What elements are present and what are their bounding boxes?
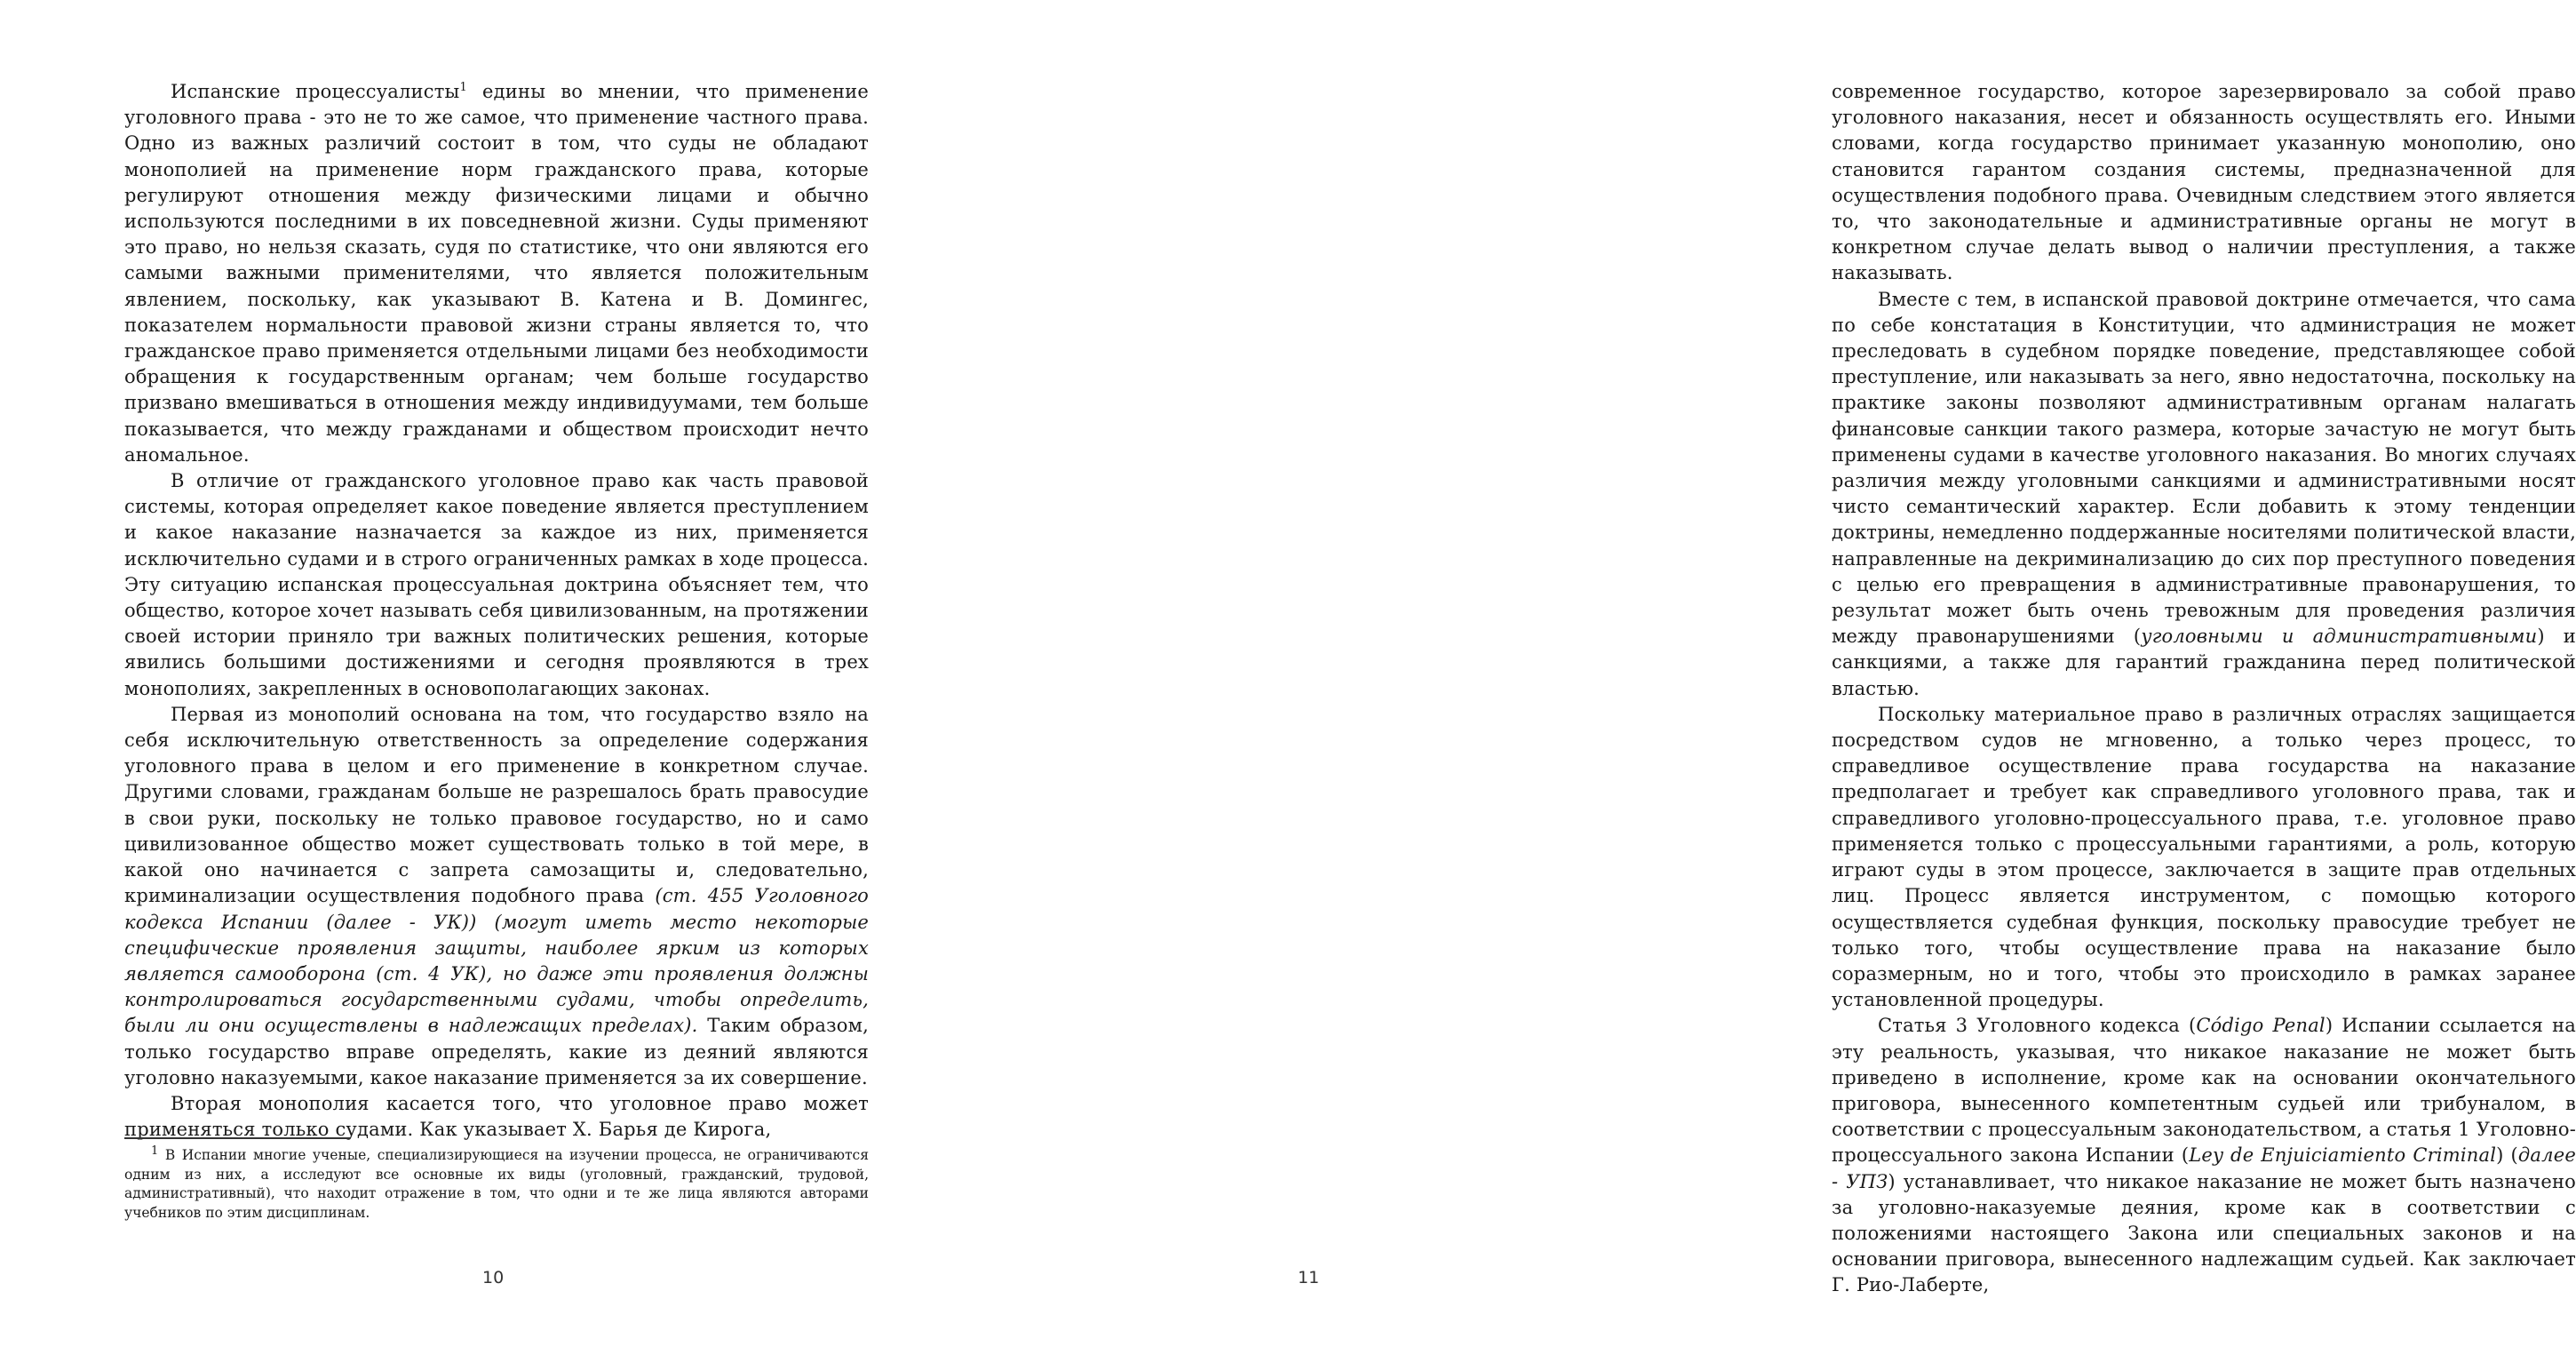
left-text-column (124, 79, 869, 1143)
paragraph-4: Вторая монополия касается того, что уголовное право может применяться только судами. Как указывает Х. Барья де Кирога, (124, 1092, 869, 1141)
footnote: $^1$ В Испании многие ученые, специализирующиеся на изучении процесса, не ограничиваются одним из них, а исследуют все основные их виды (уголовный, гражданский, трудовой, административный), что находит отражение в том, что одни и те же лица являются авторами учебников по этим дисциплинам. (124, 1144, 869, 1221)
paragraph-5: Вместе с тем, в испанской правовой доктрине отмечается, что сама по себе констатация в Конституции, что администрация не может преследовать в судебном порядке поведение, представляющее собой преступление, или наказывать за него, явно недостаточна, поскольку на практике законы позволяют административным органам налагать финансовые санкции такого размера, которые зачастую не могут быть применены судами в качестве уголовного наказания. Во многих случаях различия между уголовными санкциями и административными носят чисто семантический характер. Если добавить к этому тенденции доктрины, немедленно поддержанные носителями политической власти, направленные на декриминализацию до сих пор преступного поведения с целью его превращения в административные правонарушения, то результат может быть очень тревожным для проведения различия между правонарушениями (уголовными и административными) и санкциями, а также для гарантий гражданина перед политической властью. (1832, 288, 2576, 699)
page-number-left: 10 (482, 1268, 505, 1287)
page-number-right: 11 (1298, 1268, 1320, 1287)
paragraph-1: Испанские процессуалисты$^1$ едины во мнении, что применение уголовного права - это не то же самое, что применение частного права. Одно из важных различий состоит в том, что суды не обладают монополией на применение норм гражданского права, которые регулируют отношения между физическими лицами и обычно используются последними в их повседневной жизни. Суды применяют это право, но нельзя сказать, судя по статистике, что они являются его самыми важными применителями, что является положительным явлением, поскольку, как указывают В. Катена и В. Домингес, показателем нормальности правовой жизни страны является то, что гражданское право применяется отдельными лицами без необходимости обращения к государственным органам; чем больше государство призвано вмешиваться в отношения между индивидуумами, тем больше показывается, что между гражданами и обществом происходит нечто аномальное. (124, 81, 870, 466)
paragraph-7: Статья 3 Уголовного кодекса (Código Penal) Испании ссылается на эту реальность, указывая, что никакое наказание не может быть приведено в исполнение, кроме как на основании окончательного приговора, вынесенного компетентным судьей или трибуналом, в соответствии с процессуальным законодательством, а статья 1 Уголовно-процессуального закона Испании (Ley de Enjuiciamiento Criminal) (далее - УПЗ) устанавливает, что никакое наказание не может быть назначено за уголовно-наказуемые деяния, кроме как в соответствии с положениями настоящего Закона или специальных законов и на основании приговора, вынесенного надлежащим судьей. Как заключает Г. Рио-Лаберте, (1832, 1015, 2576, 1296)
paragraph-3: Первая из монополий основана на том, что государство взяло на себя исключительную ответственность за определение содержания уголовного права в целом и его применение в конкретном случае. Другими словами, гражданам больше не разрешалось брать правосудие в свои руки, поскольку не только правовое государство, но и само цивилизованное общество может существовать только в той мере, в какой оно начинается с запрета самозащиты и, следовательно, криминализации осуществления подобного права (ст. 455 Уголовного кодекса Испании (далее - УК)) (могут иметь место некоторые специфические проявления защиты, наиболее ярким из которых является самооборона (ст. 4 УК), но даже эти проявления должны контролироваться государственными судами, чтобы определить, были ли они осуществлены в надлежащих пределах). Таким образом, только государство вправе определять, какие из деяний являются уголовно наказуемыми, какое наказание применяется за их совершение. (124, 703, 869, 1088)
footnote-divider (124, 1137, 350, 1139)
italic-citation: (ст. 455 Уголовного кодекса Испании (далее - УК)) (могут иметь место некоторые специфические проявления защиты, наиболее ярким из которых является самооборона (ст. 4 УК), но даже эти проявления должны контролироваться государственными судами, чтобы определить, были ли они осуществлены в надлежащих пределах). (124, 885, 869, 1037)
paragraph-6: Поскольку материальное право в различных отраслях защищается посредством судов не мгновенно, а только через процесс, то справедливое осуществление права государства на наказание предполагает и требует как справедливого уголовного права, так и справедливого уголовно-процессуального права, т.е. уголовное право применяется только с процессуальными гарантиями, а роль, которую играют суды в этом процессе, заключается в защите прав отдельных лиц. Процесс является инструментом, с помощью которого осуществляется судебная функция, поскольку правосудие требует не только того, чтобы осуществление права на наказание было соразмерным, но и того, чтобы это происходило в рамках заранее установленной процедуры. (1832, 703, 2576, 1011)
paragraph-continued: современное государство, которое зарезервировало за собой право уголовного наказания, несет и обязанность осуществлять его. Иными словами, когда государство принимает указанную монополию, оно становится гарантом создания системы, предназначенной для осуществления подобного права. Очевидным следствием этого является то, что законодательные и административные органы не могут в конкретном случае делать вывод о наличии преступления, а также наказывать. (1832, 81, 2576, 284)
left-page (0, 0, 888, 1363)
footnote-number: 1 (151, 1144, 159, 1158)
footnote-marker[interactable]: 1 (459, 81, 467, 94)
paragraph-2: В отличие от гражданского уголовное право как часть правовой системы, которая определяет какое поведение является преступлением и какое наказание назначается за каждое из них, применяется исключительно судами и в строго ограниченных рамках в ходе процесса. Эту ситуацию испанская процессуальная доктрина объясняет тем, что общество, которое хочет называть себя цивилизованным, на протяжении своей истории приняло три важных политических решения, которые явились большими достижениями и сегодня проявляются в трех монополиях, закрепленных в основополагающих законах. (124, 470, 869, 699)
right-text-column (1832, 79, 2576, 1299)
right-page (888, 0, 2576, 1363)
